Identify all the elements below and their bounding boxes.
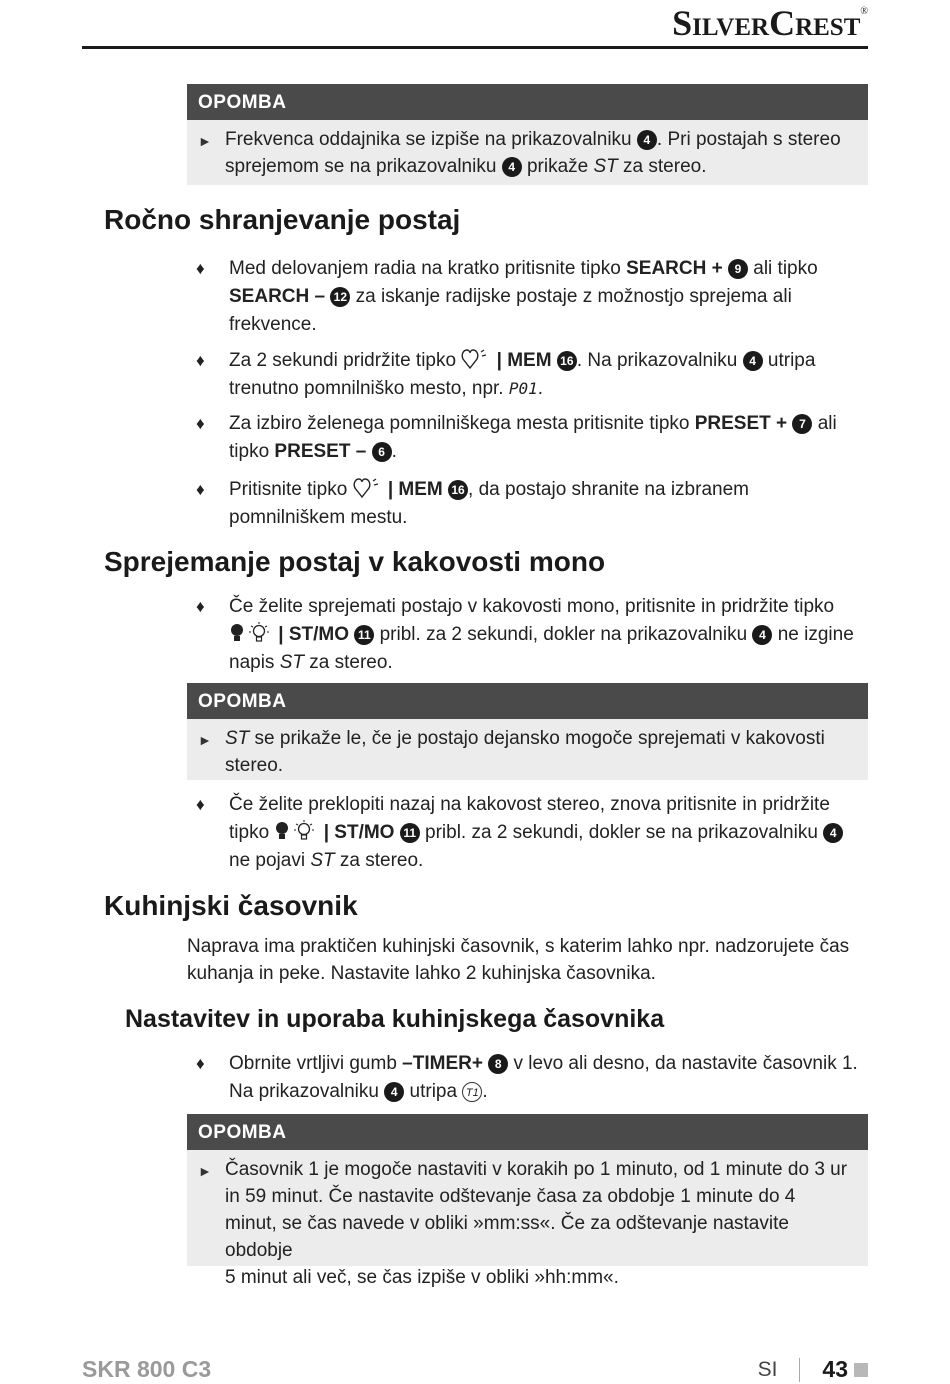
bullet-icon: ♦ <box>196 597 205 616</box>
list-item: ♦ Če želite preklopiti nazaj na kakovost stereo, znova pritisnite in pridržite tipko | ST/MO 11 pribl. za 2 sekundi, dokler se na prikazovalniku 4 ne pojavi ST za stereo. <box>229 791 859 875</box>
list-item: ♦ Če želite sprejemati postajo v kakovosti mono, pritisnite in pridržite tipko | ST/MO 11 pribl. za 2 sekundi, dokler na prikazovalniku 4 ne izgine napis ST za stereo. <box>229 593 859 677</box>
bullet-icon: ♦ <box>196 414 205 433</box>
bullet-icon: ♦ <box>196 795 205 814</box>
section-heading: Sprejemanje postaj v kakovosti mono <box>104 546 606 577</box>
header-rule <box>82 46 868 49</box>
list-item: ♦ Za 2 sekundi pridržite tipko | MEM 16 . Na prikazovalniku 4 utripa trenutno pomnilniško mesto, npr. P01. <box>229 347 859 403</box>
square-icon <box>854 1363 868 1377</box>
note-box <box>187 1114 868 1288</box>
footer-divider <box>799 1358 800 1382</box>
paragraph: Naprava ima praktičen kuhinjski časovnik, s katerim lahko npr. nadzorujete čas kuhanja in peke. Nastavite lahko 2 kuhinjska časovnika. <box>187 936 850 984</box>
note-body: ► Časovnik 1 je mogoče nastaviti v korakih po 1 minuto, od 1 minute do 3 ur in 59 minut. Če nastavite odštevanje časa za obdobje 1 minute do 4 minut, se čas navede v obliki »mm:ss«. Če za odštevanje nastavite obdobje 5 minut ali več, se čas izpiše v obliki »hh:mm«. <box>198 1159 848 1288</box>
language-code: SI <box>757 1357 778 1381</box>
section-heading: Ročno shranjevanje postaj <box>104 204 461 235</box>
note-heading: OPOMBA <box>187 683 868 719</box>
section-heading: Kuhinjski časovnik <box>104 890 358 921</box>
arrow-icon: ► <box>198 732 212 748</box>
light-bulb-icon <box>229 622 273 644</box>
arrow-icon: ► <box>198 1163 212 1179</box>
ref-number: 4 <box>502 157 522 177</box>
note-heading: OPOMBA <box>187 84 868 120</box>
bullet-icon: ♦ <box>196 1054 205 1073</box>
bullet-icon: ♦ <box>196 480 205 499</box>
ref-number: 4 <box>637 130 657 150</box>
bullet-icon: ♦ <box>196 259 205 278</box>
note-heading: OPOMBA <box>187 1114 868 1150</box>
page-footer <box>758 1356 868 1383</box>
list-item: ♦ Med delovanjem radia na kratko pritisnite tipko SEARCH + 9 ali tipko SEARCH – 12 za iskanje radijske postaje z možnostjo sprejema ali frekvence. <box>229 255 859 339</box>
list-item: ♦ Obrnite vrtljivi gumb –TIMER+ 8 v levo ali desno, da nastavite časovnik 1. Na prikazovalniku 4 utripa T1 . <box>229 1050 859 1106</box>
note-box <box>187 683 868 780</box>
light-bulb-icon <box>274 820 318 842</box>
note-body: ► ST se prikaže le, če je postajo dejansko mogoče sprejemati v kakovosti stereo. <box>198 728 825 776</box>
note-box <box>187 84 868 185</box>
heart-icon <box>461 348 491 370</box>
model-number: SKR 800 C3 <box>82 1356 212 1382</box>
brand-logo: SilverCrest® <box>672 3 868 43</box>
list-item: ♦ Za izbiro želenega pomnilniškega mesta pritisnite tipko PRESET + 7 ali tipko PRESET – 6 . <box>229 410 859 466</box>
arrow-icon: ► <box>198 133 212 149</box>
page-number: 43 <box>822 1356 848 1382</box>
subsection-heading: Nastavitev in uporaba kuhinjskega časovnika <box>125 1005 665 1033</box>
timer1-icon: T1 <box>462 1082 482 1102</box>
list-item: ♦ Pritisnite tipko | MEM 16 , da postajo shranite na izbranem pomnilniškem mestu. <box>229 476 859 532</box>
note-body: ► Frekvenca oddajnika se izpiše na prikazovalniku 4 . Pri postajah s stereo sprejemom se na prikazovalniku 4 prikaže ST za stereo. <box>198 129 841 177</box>
bullet-icon: ♦ <box>196 351 205 370</box>
heart-icon <box>353 477 383 499</box>
